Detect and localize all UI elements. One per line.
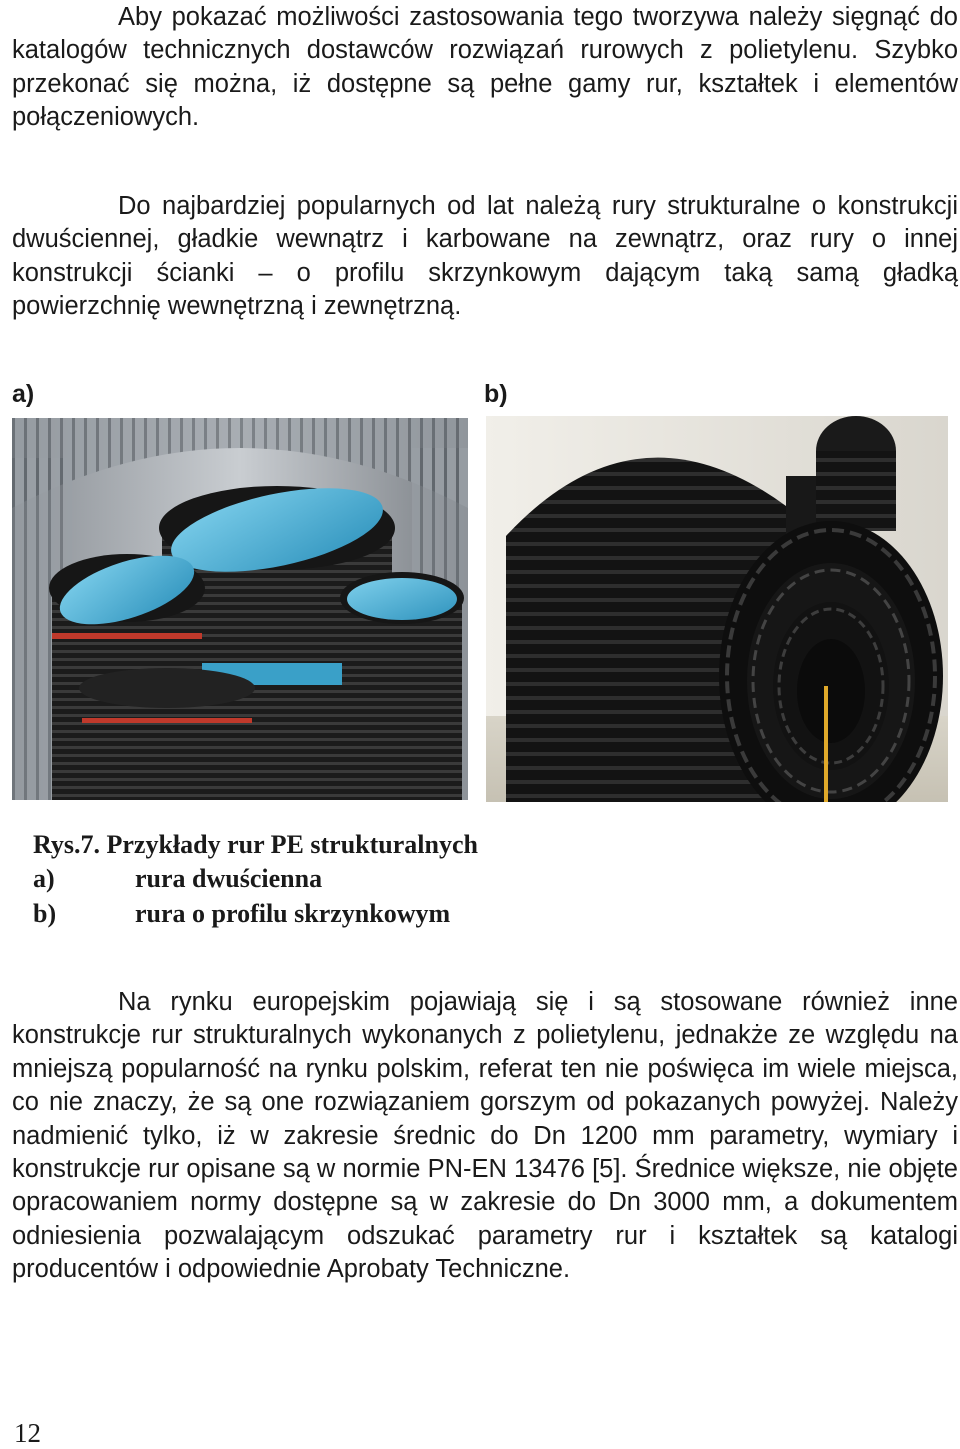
photo-double-wall-pipe (12, 418, 468, 800)
figure-caption-item-a (33, 864, 322, 894)
page-number: 12 (14, 1418, 41, 1448)
photo-box-profile-pipe (486, 416, 948, 802)
caption-item-key: a) (33, 864, 55, 893)
figure-caption-item-b (33, 899, 450, 929)
figure-label-b: b) (484, 380, 508, 408)
paragraph-structural-pipes: Do najbardziej popularnych od lat należą rury strukturalne o konstrukcji dwuściennej, gładkie wewnątrz i karbowane na zewnątrz, oraz rury o innej konstrukcji ścianki – o profilu skrzynkowym dającym taką samą gładką powierzchnię wewnętrzną i zewnętrzną. (12, 192, 958, 321)
caption-item-text: rura dwuścienna (135, 864, 323, 893)
figure-label-a: a) (12, 380, 35, 408)
figure-caption-title: Rys.7. Przykłady rur PE strukturalnych (33, 830, 478, 859)
paragraph-other-constructions: Na rynku europejskim pojawiają się i są stosowane również inne konstrukcje rur strukturalnych wykonanych z polietylenu, jednakże ze względu na mniejszą popularność na rynku polskim, referat ten nie poświęca im wiele miejsca, co nie znaczy, że są one rozwiązaniem gorszym od pokazanych powyżej. Należy nadmienić tylko, iż w zakresie średnic do Dn 1200 mm parametry, wymiary i konstrukcje rur opisane są w normie PN-EN 13476 [5]. Średnice większe, nie objęte opracowaniem normy dostępne są w zakresie do Dn 3000 mm, a dokumentem odniesienia pozwalającym odszukać parametry rur i kształtek są katalogi producentów i odpowiednie Aprobaty Techniczne. (12, 988, 958, 1284)
caption-item-text: rura o profilu skrzynkowym (135, 899, 451, 928)
caption-item-key: b) (33, 899, 57, 928)
paragraph-intro: Aby pokazać możliwości zastosowania tego tworzywa należy sięgnąć do katalogów technicznych dostawców rozwiązań rurowych z polietylenu. Szybko przekonać się można, iż dostępne są pełne gamy rur, kształtek i elementów połączeniowych. (12, 3, 958, 132)
